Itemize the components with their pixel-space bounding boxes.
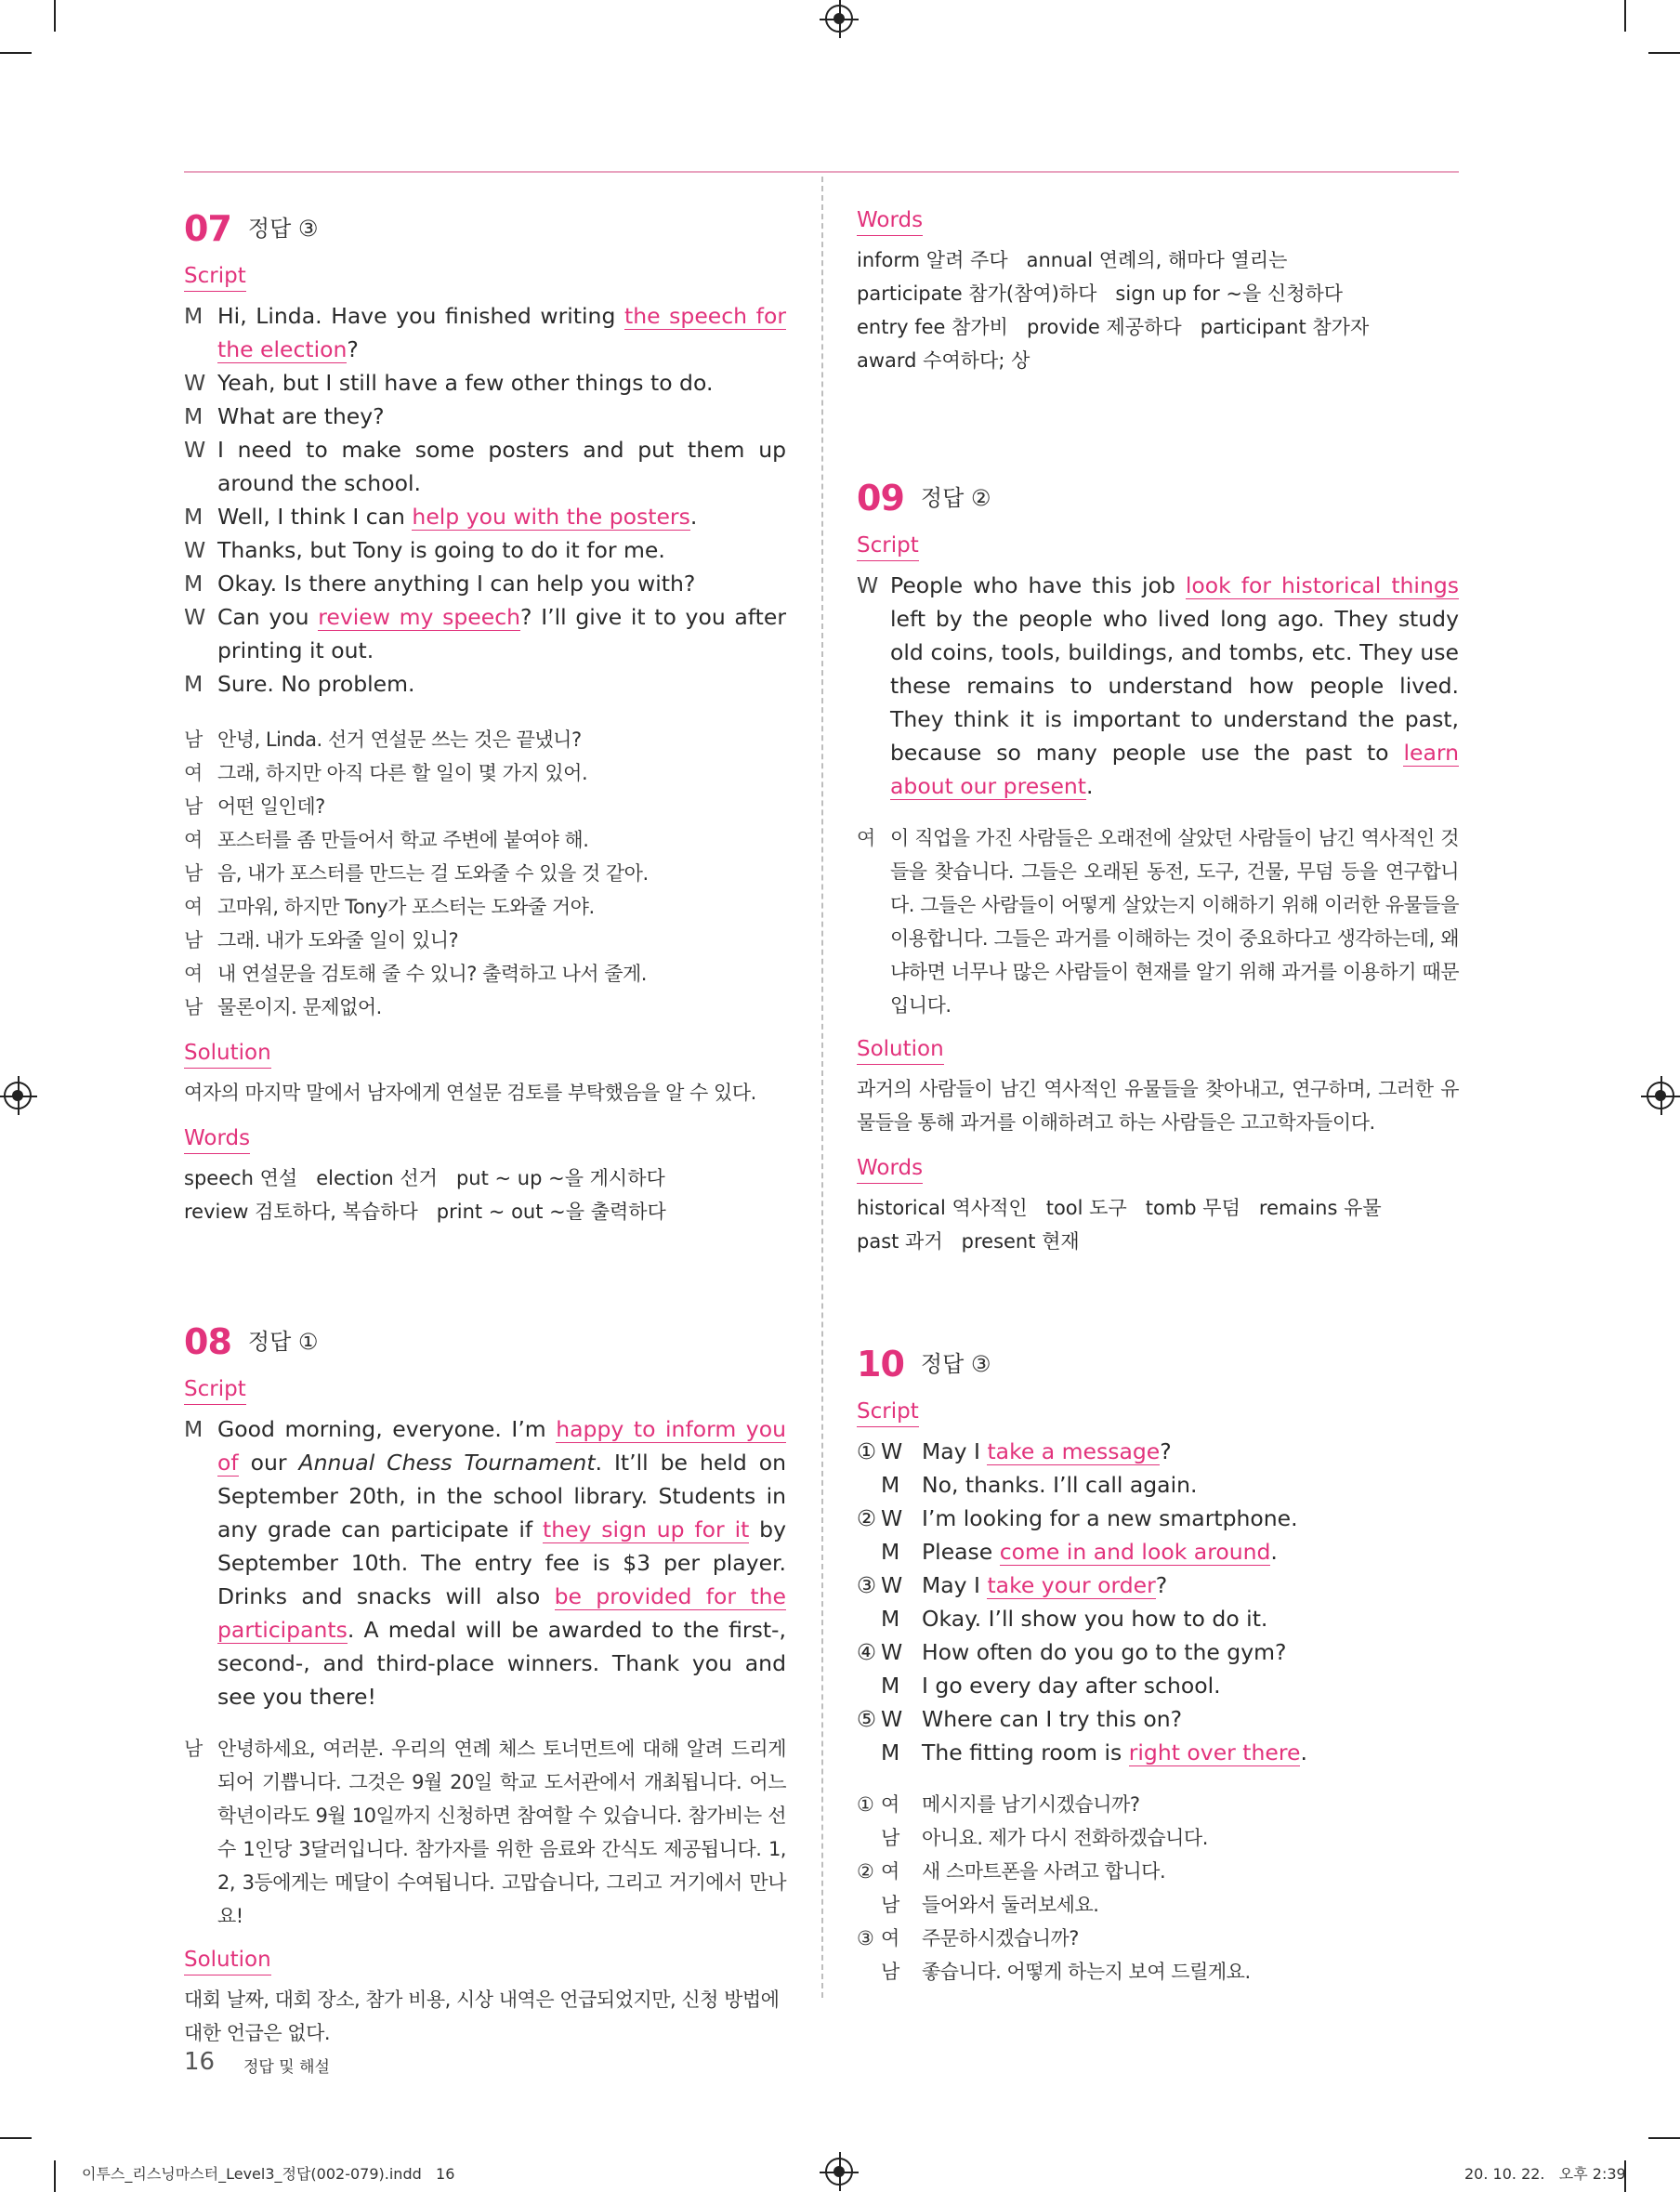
speaker-label: W <box>881 1639 903 1665</box>
speaker-label: W <box>881 1706 903 1732</box>
option-line: ③ W May I take your order? <box>857 1569 1459 1602</box>
korean-line: 남 좋습니다. 어떻게 하는지 보여 드릴게요. <box>857 1955 1459 1989</box>
korean-line: ① 여 메시지를 남기시겠습니까? <box>857 1788 1459 1821</box>
question-header <box>857 1338 1459 1390</box>
words-heading: Words <box>857 1154 923 1184</box>
italic-title: Annual Chess Tournament <box>298 1450 596 1476</box>
question-number: 08 <box>184 1321 231 1362</box>
speaker-label: W <box>881 1572 903 1598</box>
script-monologue <box>184 1412 786 1713</box>
solution-heading: Solution <box>184 1946 271 1975</box>
korean-line: 여 그래, 하지만 아직 다른 할 일이 몇 가지 있어. <box>184 756 786 790</box>
option-line: M The fitting room is right over there. <box>857 1736 1459 1769</box>
speaker-label: W <box>184 537 206 563</box>
highlighted-phrase: take your order <box>987 1572 1156 1598</box>
solution-text: 대회 날짜, 대회 장소, 참가 비용, 시상 내역은 언급되었지만, 신청 방법에 대한 언급은 없다. <box>184 1989 780 2044</box>
speaker-label: M <box>881 1673 900 1699</box>
speaker-label: M <box>881 1739 900 1765</box>
speaker-label: M <box>184 303 203 329</box>
speaker-label: 여 <box>881 1927 899 1949</box>
korean-line: 여 고마워, 하지만 Tony가 포스터는 도와줄 거야. <box>184 890 786 924</box>
korean-line: 남 어떤 일인데? <box>184 790 786 823</box>
korean-line: 남 아니요. 제가 다시 전화하겠습니다. <box>857 1821 1459 1855</box>
crop-mark <box>1648 52 1680 54</box>
crop-mark <box>0 52 32 54</box>
korean-translation <box>857 821 1459 1022</box>
highlighted-phrase: look for historical things <box>1185 572 1460 598</box>
question-08 <box>184 1316 786 2050</box>
option-line: M Please come in and look around. <box>857 1535 1459 1569</box>
words-heading: Words <box>184 1124 250 1154</box>
speaker-label: 남 <box>184 929 203 952</box>
script-line: M Hi, Linda. Have you finished writing the speech for the election? <box>184 299 786 366</box>
speaker-label: W <box>881 1438 903 1464</box>
script-dialogue <box>857 1435 1459 1769</box>
speaker-label: W <box>881 1505 903 1531</box>
words-line: entry fee 참가비 provide 제공하다 participant 참가자 <box>857 316 1370 338</box>
highlighted-phrase: happy to inform you of <box>217 1416 786 1476</box>
speaker-label: 남 <box>881 1961 899 1983</box>
answer-label: 정답 ③ <box>247 216 319 242</box>
speaker-label: M <box>184 671 203 697</box>
crop-mark <box>0 2137 32 2139</box>
korean-text: 이 직업을 가진 사람들은 오래전에 살았던 사람들이 남긴 역사적인 것들을 찾습니다. 그들은 오래된 동전, 도구, 건물, 무덤 등을 연구합니다. 그들은 사람들이 어떻게 살았는지 이해하기 위해 이러한 유물들을 이용합니다. 그들은 과거를 이해하는 것이 중요하다고 생각하는데, 왜냐하면 너무나 많은 사람들이 현재를 알기 위해 과거를 이용하기 때문입니다. <box>890 827 1459 1017</box>
question-08-words <box>857 203 1459 377</box>
speaker-label: 여 <box>184 829 203 851</box>
script-line: M Okay. Is there anything I can help you with? <box>184 567 786 600</box>
words-line: participate 참가(참여)하다 sign up for ~을 신청하다 <box>857 282 1344 305</box>
header-rule <box>184 171 1459 173</box>
speaker-label: 남 <box>184 1738 203 1760</box>
registration-mark-icon <box>1647 1082 1674 1109</box>
option-number: ④ <box>857 1639 877 1665</box>
script-heading: Script <box>184 262 246 292</box>
script-line: W I need to make some posters and put them up around the school. <box>184 433 786 500</box>
speaker-label: 남 <box>184 996 203 1018</box>
highlighted-phrase: review my speech <box>318 604 521 630</box>
option-line: ④ W How often do you go to the gym? <box>857 1635 1459 1669</box>
question-header <box>184 1316 786 1368</box>
korean-line: 남 음, 내가 포스터를 만드는 걸 도와줄 수 있을 것 같아. <box>184 857 786 890</box>
solution-text: 여자의 마지막 말에서 남자에게 연설문 검토를 부탁했음을 알 수 있다. <box>184 1082 756 1104</box>
highlighted-phrase: come in and look around <box>999 1539 1271 1565</box>
script-line: M Sure. No problem. <box>184 667 786 701</box>
file-slug: 이투스_리스닝마스터_Level3_정답(002-079).indd 16 <box>82 2165 455 2183</box>
speaker-label: 여 <box>857 827 875 849</box>
script-text: Good morning, everyone. I’m happy to inform you of our Annual Chess Tournament. It’ll be held on September 20th, in the school library. Students in any grade can participate if they sign up for it by September 10th. The entry fee is $3 per player. Drinks and snacks will also be provided for the participants. A medal will be awarded to the first-, second-, and third-place winners. Thank you and see you there! <box>217 1416 787 1710</box>
words-line: review 검토하다, 복습하다 print ~ out ~을 출력하다 <box>184 1201 666 1223</box>
option-number: ② <box>857 1860 874 1883</box>
korean-line: ③ 여 주문하시겠습니까? <box>857 1922 1459 1955</box>
speaker-label: 남 <box>184 862 203 885</box>
korean-line: 남 안녕, Linda. 선거 연설문 쓰는 것은 끝냈니? <box>184 723 786 756</box>
option-line: ⑤ W Where can I try this on? <box>857 1702 1459 1736</box>
registration-mark-icon <box>4 1082 32 1109</box>
question-header <box>857 472 1459 524</box>
korean-line: 여 포스터를 좀 만들어서 학교 주변에 붙여야 해. <box>184 823 786 857</box>
words-line: historical 역사적인 tool 도구 tomb 무덤 remains 유물 <box>857 1197 1382 1219</box>
words-line: past 과거 present 현재 <box>857 1230 1080 1253</box>
registration-mark-icon <box>825 5 853 33</box>
speaker-label: M <box>881 1472 900 1498</box>
korean-line: 남 들어와서 둘러보세요. <box>857 1888 1459 1922</box>
speaker-label: 여 <box>184 896 203 918</box>
crop-mark <box>1624 0 1626 32</box>
option-number: ⑤ <box>857 1706 877 1732</box>
speaker-label: 남 <box>881 1894 899 1916</box>
highlighted-phrase: be provided for the participants <box>217 1583 786 1643</box>
korean-translation <box>184 723 786 1024</box>
question-10 <box>857 1338 1459 1989</box>
question-09 <box>857 472 1459 1258</box>
column-divider <box>821 177 823 1998</box>
speaker-label: 남 <box>881 1827 899 1849</box>
korean-line: 남 물론이지. 문제없어. <box>184 991 786 1024</box>
script-line: W Yeah, but I still have a few other things to do. <box>184 366 786 400</box>
question-number: 07 <box>184 208 231 249</box>
script-heading: Script <box>184 1375 246 1405</box>
solution-heading: Solution <box>857 1035 944 1065</box>
speaker-label: W <box>184 437 206 463</box>
question-number: 09 <box>857 478 904 518</box>
crop-mark <box>54 2160 56 2192</box>
words-line: speech 연설 election 선거 put ~ up ~을 게시하다 <box>184 1167 665 1189</box>
speaker-label: M <box>881 1606 900 1632</box>
script-dialogue <box>184 299 786 701</box>
speaker-label: M <box>184 571 203 597</box>
script-monologue <box>857 569 1459 803</box>
option-line: M I go every day after school. <box>857 1669 1459 1702</box>
option-line: M Okay. I’ll show you how to do it. <box>857 1602 1459 1635</box>
crop-mark <box>54 0 56 32</box>
option-number: ① <box>857 1793 874 1816</box>
crop-mark <box>1648 2137 1680 2139</box>
page-number: 16 <box>184 2048 216 2076</box>
highlighted-phrase: help you with the posters <box>412 504 690 530</box>
words-line: award 수여하다; 상 <box>857 349 1030 372</box>
korean-translation <box>184 1732 786 1933</box>
speaker-label: 남 <box>184 728 203 751</box>
words-list <box>857 243 1459 377</box>
script-text: People who have this job look for historical things left by the people who lived long ago. They study old coins, tools, buildings, and tombs, etc. They use these remains to understand how people lived. They think it is important to understand the past, because so many people use the past to learn about our present. <box>890 572 1460 799</box>
solution-text: 과거의 사람들이 남긴 역사적인 유물들을 찾아내고, 연구하며, 그러한 유물들을 통해 과거를 이해하려고 하는 사람들은 고고학자들이다. <box>857 1078 1459 1134</box>
answer-label: 정답 ③ <box>920 1351 991 1377</box>
korean-line: 여 내 연설문을 검토해 줄 수 있니? 출력하고 나서 줄게. <box>184 957 786 991</box>
option-line: M No, thanks. I’ll call again. <box>857 1468 1459 1502</box>
speaker-label: W <box>184 370 206 396</box>
speaker-label: M <box>184 1416 203 1442</box>
script-line: W Can you review my speech? I’ll give it to you after printing it out. <box>184 600 786 667</box>
print-date: 20. 10. 22. 오후 2:39 <box>1464 2165 1626 2183</box>
answer-label: 정답 ② <box>920 485 991 511</box>
highlighted-phrase: take a message <box>987 1438 1161 1464</box>
highlighted-phrase: they sign up for it <box>542 1516 750 1542</box>
option-number: ③ <box>857 1927 874 1949</box>
korean-line: 남 그래. 내가 도와줄 일이 있니? <box>184 924 786 957</box>
script-heading: Script <box>857 1398 919 1427</box>
script-heading: Script <box>857 532 919 561</box>
words-line: inform 알려 주다 annual 연례의, 해마다 열리는 <box>857 249 1288 271</box>
speaker-label: 여 <box>184 963 203 985</box>
speaker-label: M <box>881 1539 900 1565</box>
speaker-label: M <box>184 403 203 429</box>
speaker-label: 여 <box>184 762 203 784</box>
option-number: ③ <box>857 1572 877 1598</box>
question-07 <box>184 203 786 1228</box>
highlighted-phrase: right over there <box>1128 1739 1301 1765</box>
option-line: ② W I’m looking for a new smartphone. <box>857 1502 1459 1535</box>
speaker-label: W <box>184 604 206 630</box>
highlighted-phrase: learn about our present <box>890 740 1459 799</box>
speaker-label: M <box>184 504 203 530</box>
question-number: 10 <box>857 1344 904 1385</box>
option-line: ① W May I take a message? <box>857 1435 1459 1468</box>
option-number: ② <box>857 1505 877 1531</box>
script-line: M Well, I think I can help you with the posters. <box>184 500 786 533</box>
speaker-label: 여 <box>881 1860 899 1883</box>
footer-section: 정답 및 해설 <box>243 2058 330 2077</box>
solution-heading: Solution <box>184 1039 271 1069</box>
highlighted-phrase: the speech for the election <box>217 303 786 362</box>
words-heading: Words <box>857 206 923 236</box>
script-line: M What are they? <box>184 400 786 433</box>
option-number: ① <box>857 1438 877 1464</box>
question-header <box>184 203 786 255</box>
korean-translation <box>857 1788 1459 1989</box>
korean-line: ② 여 새 스마트폰을 사려고 합니다. <box>857 1855 1459 1888</box>
speaker-label: W <box>857 572 879 598</box>
korean-text: 안녕하세요, 여러분. 우리의 연례 체스 토너먼트에 대해 알려 드리게 되어 기쁩니다. 그것은 9월 20일 학교 도서관에서 개최됩니다. 어느 학년이라도 9월 10일까지 신청하면 참여할 수 있습니다. 참가비는 선수 1인당 3달러입니다. 참가자를 위한 음료와 간식도 제공됩니다. 1, 2, 3등에게는 메달이 수여됩니다. 고맙습니다, 그리고 거기에서 만나요! <box>217 1738 786 1927</box>
script-line: W Thanks, but Tony is going to do it for me. <box>184 533 786 567</box>
registration-mark-icon <box>825 2158 853 2185</box>
answer-label: 정답 ① <box>247 1329 319 1355</box>
speaker-label: 여 <box>881 1793 899 1816</box>
words-list <box>857 1191 1459 1258</box>
speaker-label: 남 <box>184 795 203 818</box>
words-list <box>184 1162 786 1228</box>
